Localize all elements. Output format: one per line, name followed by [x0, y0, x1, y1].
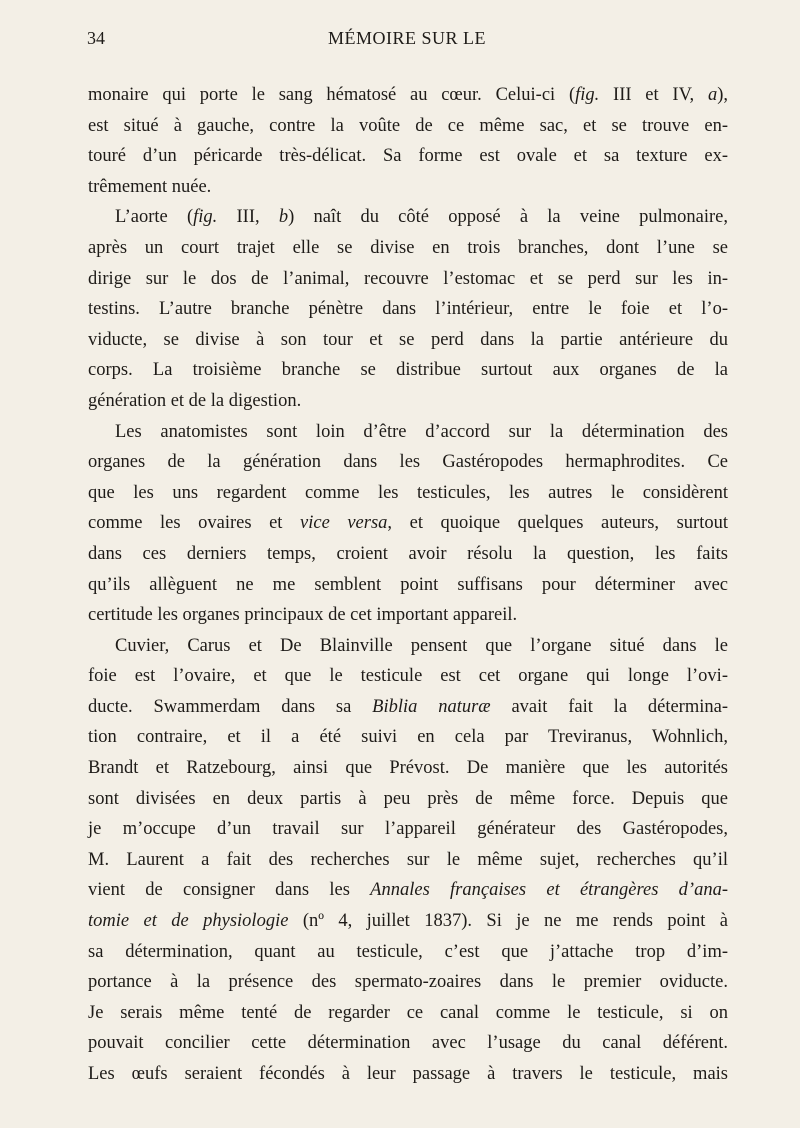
text-line [88, 1059, 728, 1090]
text-line [88, 202, 728, 233]
text-run: certitude les organes principaux de cet important appareil. [88, 605, 518, 626]
text-run: dirige sur le dos de l’animal, recouvre l’estomac et se perd sur les in- [88, 268, 728, 289]
text-run: ducte. Swammerdam dans sa [88, 696, 373, 717]
text-line [88, 111, 728, 142]
italic-text: a [707, 85, 718, 105]
text-line [88, 998, 728, 1029]
text-line [88, 661, 728, 692]
text-run: , et quoique quelques auteurs, surtout [387, 513, 728, 534]
text-run: Cuvier, Carus et De Blainville pensent que l’organe situé dans le [115, 635, 728, 656]
text-run: dans ces derniers temps, croient avoir résolu la question, les faits [88, 543, 728, 564]
italic-text: vice versa [300, 513, 388, 534]
text-run: L’aorte ( [115, 207, 194, 228]
text-line [88, 845, 728, 876]
text-run: corps. La troisième branche se distribue surtout aux organes de la [88, 360, 728, 381]
text-line [88, 172, 728, 203]
text-run: Brandt et Ratzebourg, ainsi que Prévost. De manière que les autorités [88, 758, 728, 779]
text-run: trêmement nuée. [88, 176, 212, 197]
text-line [88, 141, 728, 172]
text-run: après un court trajet elle se divise en trois branches, dont l’une se [88, 237, 728, 258]
text-line [88, 478, 728, 509]
text-run: testins. L’autre branche pénètre dans l’intérieur, entre le foie et l’o- [88, 299, 728, 320]
text-line [88, 417, 728, 448]
text-run: pouvait concilier cette détermination avec l’usage du canal déférent. [88, 1033, 728, 1054]
text-line [88, 937, 728, 968]
italic-text: Annales françaises et étrangères d’ana- [370, 880, 728, 901]
text-line [88, 264, 728, 295]
text-run: portance à la présence des spermato-zoaires dans le premier oviducte. [88, 972, 728, 993]
text-run: tion contraire, et il a été suivi en cela par Treviranus, Wohnlich, [88, 727, 728, 748]
text-line [88, 1028, 728, 1059]
text-run: III, [217, 207, 279, 228]
text-line [88, 722, 728, 753]
text-run: est situé à gauche, contre la voûte de ce même sac, et se trouve en- [88, 115, 728, 136]
text-run: Je serais même tenté de regarder ce canal comme le testicule, si on [88, 1002, 728, 1023]
text-run: que les uns regardent comme les testicules, les autres le considèrent [88, 482, 728, 503]
text-run: sa détermination, quant au testicule, c’est que j’attache trop d’im- [88, 941, 728, 962]
text-line [88, 906, 728, 937]
text-run: M. Laurent a fait des recherches sur le même sujet, recherches qu’il [88, 849, 728, 870]
text-run: viducte, se divise à son tour et se perd dans la partie antérieure du [88, 329, 728, 350]
text-line [88, 386, 728, 417]
italic-text: fig. [193, 207, 218, 228]
text-run: sont divisées en deux partis à peu près de même force. Depuis que [88, 788, 728, 809]
page-header [87, 28, 727, 58]
text-run: monaire qui porte le sang hématosé au cœur. Celui-ci ( [88, 85, 576, 105]
text-run: comme les ovaires et [88, 513, 301, 534]
text-line [88, 325, 728, 356]
text-run: (nº 4, juillet 1837). Si je ne me rends point à [288, 911, 728, 932]
text-line [88, 570, 728, 601]
text-line [88, 80, 728, 111]
text-run: ) naît du côté opposé à la veine pulmonaire, [288, 207, 728, 228]
text-run: III et IV, [599, 85, 708, 105]
text-run: foie est l’ovaire, et que le testicule est cet organe qui longe l’ovi- [88, 666, 728, 687]
italic-text: tomie et de physiologie [88, 911, 289, 932]
italic-text: fig. [575, 85, 600, 105]
text-line [88, 814, 728, 845]
page-number: 34 [87, 28, 105, 48]
body-text [88, 80, 728, 1090]
text-line [88, 539, 728, 570]
text-line [88, 784, 728, 815]
text-line [88, 875, 728, 906]
text-run: Les œufs seraient fécondés à leur passage à travers le testicule, mais [88, 1064, 728, 1084]
text-run: Les anatomistes sont loin d’être d’accord sur la détermination des [115, 421, 728, 442]
italic-text: b [278, 207, 289, 228]
running-head: MÉMOIRE SUR LE [327, 28, 486, 48]
text-run: vient de consigner dans les [88, 880, 371, 901]
text-line [88, 355, 728, 386]
text-line [88, 447, 728, 478]
text-run: ), [717, 85, 728, 105]
text-line [88, 631, 728, 662]
text-line [88, 967, 728, 998]
text-run: génération et de la digestion. [88, 390, 302, 411]
text-run: qu’ils allèguent ne me semblent point suffisans pour déterminer avec [88, 574, 728, 595]
text-run: touré d’un péricarde très-délicat. Sa forme est ovale et sa texture ex- [88, 146, 728, 167]
text-run: avait fait la détermina- [490, 696, 728, 717]
text-line [88, 753, 728, 784]
italic-text: Biblia naturæ [372, 696, 491, 717]
text-run: je m’occupe d’un travail sur l’appareil générateur des Gastéropodes, [88, 819, 728, 840]
text-run: organes de la génération dans les Gastéropodes hermaphrodites. Ce [88, 452, 728, 473]
text-line [88, 233, 728, 264]
text-line [88, 692, 728, 723]
text-line [88, 294, 728, 325]
text-line [88, 508, 728, 539]
text-line [88, 600, 728, 631]
